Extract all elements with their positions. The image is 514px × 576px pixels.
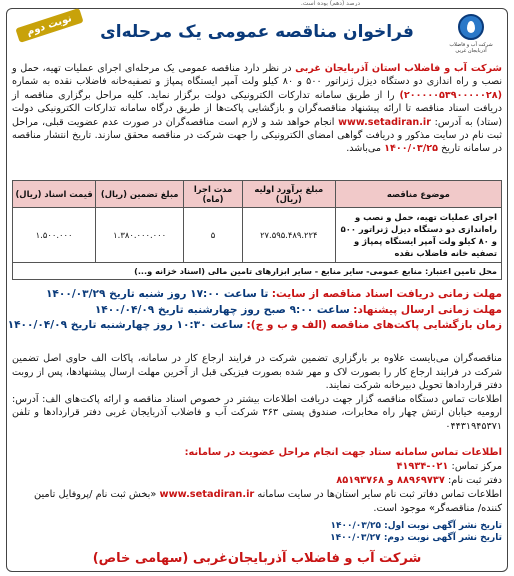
intro-text-2: را از طریق سامانه تدارکات الکترونیکی دولت برگزار نماید. کلیه مراحل برگزاری مناقصه از دریافت اسناد مناقصه تا ارائه پیشنهاد مناقصه‌گران و بازگشایی پاکت‌ها از طریق درگاه سامانه تدارکات الکترونیکی دولت (ستاد) به آدرس:	[12, 89, 503, 128]
col-estimate: مبلغ برآورد اولیه (ریال)	[242, 181, 335, 208]
setad-contact-block	[12, 446, 502, 516]
tender-table	[12, 180, 502, 280]
setad-website-link[interactable]: www.setadiran.ir	[338, 116, 431, 128]
second-publication	[330, 532, 502, 544]
tender-number: (۲۰۰۰۰۰۵۳۹۰۰۰۰۰۲۸)	[399, 89, 502, 101]
tenderer-contact-text: اطلاعات تماس دستگاه مناقصه گزار جهت دریافت اطلاعات بیشتر در خصوص اسناد مناقصه و ارائه پاکت‌های الف: آدرس: ارومیه خیابان ارتش چهار راه مخابرات، صندوق پستی ۳۶۳ شرکت آب و فاضلاب آذربایجان غربی دفتر قراردادها و تلفن ۰۴۴۳۱۹۴۵۳۷۱	[12, 393, 502, 432]
notice-title: فراخوان مناقصه عمومی یک مرحله‌ای	[100, 22, 414, 42]
opening-time-label: زمان بازگشایی پاکت‌های مناقصه (الف و ب و ج):	[246, 319, 502, 331]
cell-duration: ۵	[184, 208, 243, 263]
call-center-number: ۰۲۱-۴۱۹۳۴	[396, 461, 449, 472]
table-header-row	[13, 181, 502, 208]
water-drop-icon	[458, 14, 484, 40]
deadlines-block	[7, 287, 502, 334]
setad-contact-heading: اطلاعات تماس سامانه ستاد جهت انجام مراحل عضویت در سامانه:	[184, 447, 502, 458]
intro-text-1: در نظر دارد مناقصه عمومی یک مرحله‌ای اجرای عملیات تهیه، حمل و نصب و راه اندازی دو دستگاه دیزل ژنراتور ۵۰۰ و ۸۰ کیلو ولت آمپر ایستگاه پمپاژ و تصفیه‌خانه فاضلاب نقده به شماره	[12, 63, 502, 88]
doc-deadline-value: تا ساعت ۱۷:۰۰ روز شنبه تاریخ ۱۴۰۰/۰۳/۲۹	[45, 288, 269, 300]
intro-paragraph	[12, 62, 502, 156]
company-logo	[440, 14, 502, 56]
guarantee-paragraph	[12, 352, 502, 434]
publication-dates	[330, 520, 502, 544]
intro-text-4: می‌باشد.	[346, 143, 382, 155]
first-publication-label: تاریخ نشر آگهی نوبت اول:	[384, 521, 502, 531]
provincial-offices-text-2: «بخش ثبت نام /پروفایل تامین کننده/ مناقصه‌گر» موجود است.	[33, 489, 502, 514]
publish-date: ۱۴۰۰/۰۳/۲۵	[384, 143, 438, 155]
intro-text-3: انجام خواهد شد و لازم است مناقصه‌گران در صورت عدم عضویت قبلی، مراحل ثبت نام در سایت مذکور و دریافت گواهی امضای الکترونیکی را جهت شرکت در مناقصه محقق سازند. تاریخ انتشار مناقصه در سامانه تاریخ	[12, 116, 502, 155]
col-subject: موضوع مناقصه	[335, 181, 501, 208]
setad-website-link-2[interactable]: www.setadiran.ir	[159, 489, 255, 500]
submit-deadline-value: ساعت ۹:۰۰ صبح روز چهارشنبه تاریخ ۱۴۰۰/۰۴/۰۹	[94, 303, 350, 316]
col-doc-price: قیمت اسناد (ریال)	[13, 181, 96, 208]
logo-caption: شرکت آب و فاضلاب آذربایجان غربی	[449, 42, 493, 54]
round-tag: نوبت دوم	[15, 8, 83, 43]
col-guarantee: مبلغ تضمین (ریال)	[96, 181, 184, 208]
opening-time	[7, 318, 502, 334]
registration-office-number: ۸۸۹۶۹۷۳۷ و ۸۵۱۹۳۷۶۸	[336, 475, 445, 486]
col-duration: مدت اجرا (ماه)	[184, 181, 243, 208]
provincial-offices-text-1: اطلاعات تماس دفاتر ثبت نام سایر استان‌ها در سایت سامانه	[257, 489, 502, 500]
funding-source: محل تامین اعتبار: منابع عمومی- سایر منابع - سایر ابزارهای تامین مالی (اسناد خزانه و...)	[13, 263, 502, 280]
opening-time-value: ساعت ۱۰:۳۰ روز چهارشنبه تاریخ ۱۴۰۰/۰۴/۰۹	[7, 319, 244, 331]
cell-guarantee: ۱.۳۸۰.۰۰۰.۰۰۰	[96, 208, 184, 263]
first-publication	[330, 520, 502, 532]
second-publication-label: تاریخ نشر آگهی نوبت دوم:	[383, 533, 502, 543]
first-publication-date: ۱۴۰۰/۰۳/۲۵	[330, 521, 381, 531]
doc-deadline-label: مهلت زمانی دریافت اسناد مناقصه از سایت:	[271, 288, 502, 300]
provincial-offices-line	[12, 488, 502, 516]
guarantee-text: مناقصه‌گران می‌بایست علاوه بر بارگزاری تضمین شرکت در فرایند ارجاع کار در سامانه، پاکات الف حاوی اصل تضمین شرکت در فرایند ارجاع کار را بصورت لاک و مهر شده بصورت فیزیکی قبل از آخرین مهلت ارسال پیشنهادها، پس از روبت دفتر قراردادها تحویل دبیرخانه شرکت نمایند.	[12, 353, 502, 392]
submit-deadline-label: مهلت زمانی ارسال پیشنهاد:	[353, 303, 502, 316]
call-center-label: مرکز تماس:	[451, 461, 502, 472]
cell-estimate: ۲۷.۵۹۵.۴۸۹.۲۲۴	[242, 208, 335, 263]
call-center-line	[12, 460, 502, 474]
table-row	[13, 208, 502, 263]
funding-row	[13, 263, 502, 280]
cell-doc-price: ۱.۵۰۰.۰۰۰	[13, 208, 96, 263]
company-signature: شرکت آب و فاضلاب آذربایجان‌غربی (سهامی خاص)	[92, 551, 422, 566]
registration-office-label: دفتر ثبت نام:	[447, 475, 502, 486]
second-publication-date: ۱۴۰۰/۰۳/۲۷	[330, 533, 381, 543]
submit-deadline	[12, 303, 502, 319]
cell-subject: اجرای عملیات تهیه، حمل و نصب و راه‌اندازی دو دستگاه دیزل ژنراتور ۵۰۰ و ۸۰ کیلو ولت آمپر ایستگاه پمپاژ و تصفیه خانه فاضلاب نقده	[335, 208, 501, 263]
doc-deadline	[12, 287, 502, 303]
registration-office-line	[12, 474, 502, 488]
company-name: شرکت آب و فاضلاب استان آذربایجان غربی	[295, 63, 502, 74]
notice-header	[10, 14, 504, 58]
top-strip-text: درصد (دهم) بوده است.	[300, 0, 360, 6]
